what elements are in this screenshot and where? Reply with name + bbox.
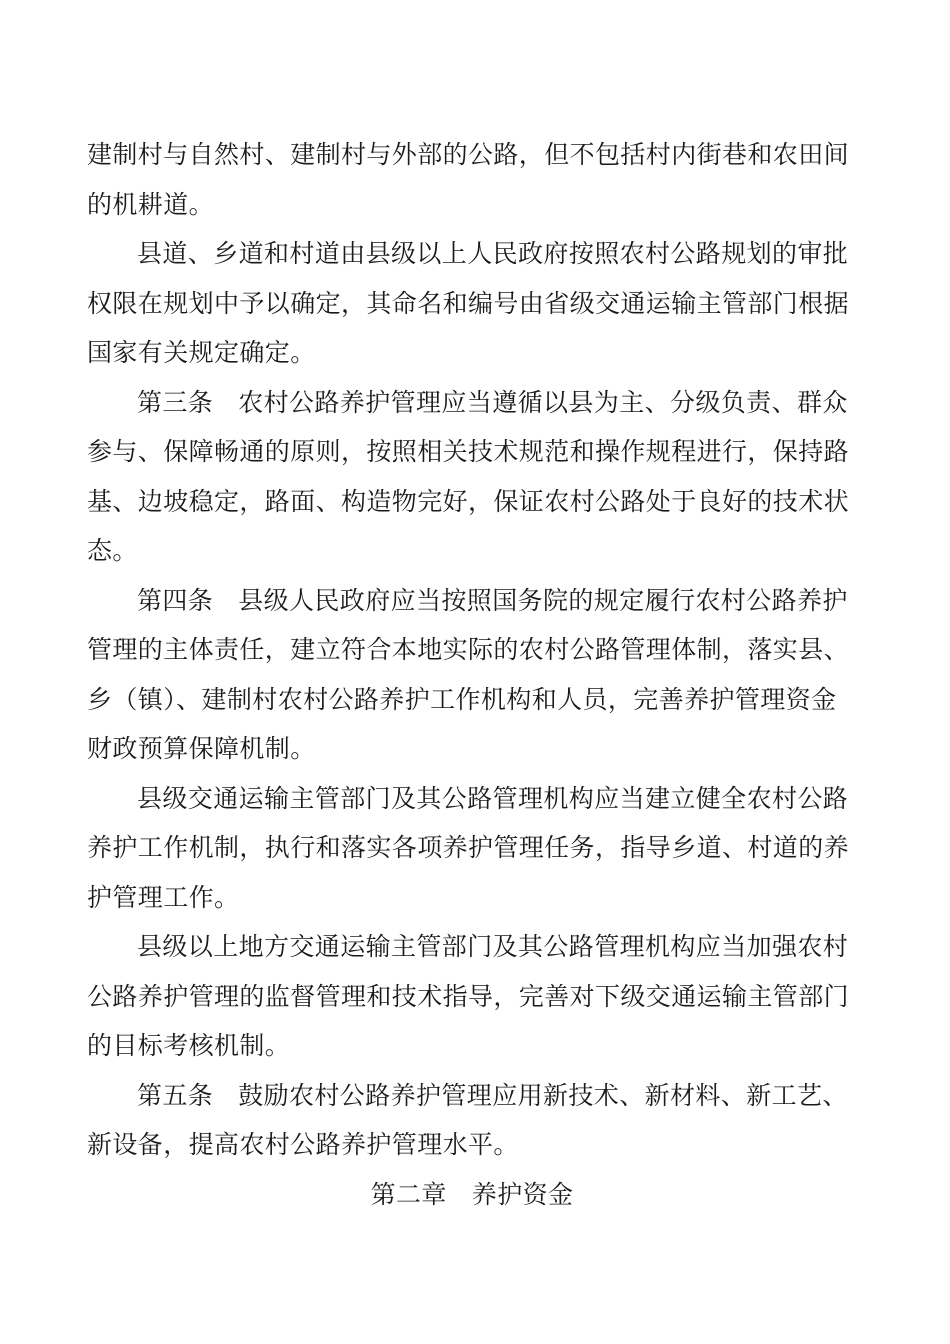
text-line: 财政预算保障机制。 (87, 734, 316, 763)
text-line: 的目标考核机制。 (87, 1031, 291, 1060)
article-text: 鼓励农村公路养护管理应用新技术、新材料、新工艺、 (238, 1080, 848, 1110)
text-line: 的机耕道。 (87, 189, 215, 219)
text-line (87, 1071, 857, 1121)
text-line (87, 576, 857, 626)
text-line: 国家有关规定确定。 (87, 338, 316, 367)
article-text: 农村公路养护管理应当遵循以县为主、分级负责、群众 (238, 387, 848, 417)
text-line: 县级以上地方交通运输主管部门及其公路管理机构应当加强农村 (137, 932, 849, 961)
text-line: 新设备，提高农村公路养护管理水平。 (87, 1130, 519, 1159)
text-line: 养护工作机制，执行和落实各项养护管理任务，指导乡道、村道的养 (87, 833, 850, 862)
document-body (87, 130, 857, 1219)
chapter-title: 养护资金 (471, 1179, 574, 1209)
article-4 (87, 576, 857, 774)
article-number: 第五条 (137, 1080, 214, 1110)
article-number: 第四条 (137, 585, 214, 615)
article-number: 第三条 (137, 387, 214, 417)
chapter-number: 第二章 (370, 1179, 447, 1209)
text-line: 权限在规划中予以确定，其命名和编号由省级交通运输主管部门根据 (87, 288, 850, 318)
paragraph-county-transport (87, 774, 857, 923)
text-line: 态。 (87, 536, 138, 565)
text-line: 参与、保障畅通的原则，按照相关技术规范和操作规程进行，保持路 (87, 437, 850, 466)
text-line (87, 378, 857, 428)
article-text: 县级人民政府应当按照国务院的规定履行农村公路养护 (238, 585, 848, 615)
text-line: 乡（镇）、建制村农村公路养护工作机构和人员，完善养护管理资金 (87, 684, 837, 714)
text-line: 县级交通运输主管部门及其公路管理机构应当建立健全农村公路 (137, 783, 849, 813)
text-line: 公路养护管理的监督管理和技术指导，完善对下级交通运输主管部门 (87, 981, 850, 1011)
paragraph-supervision (87, 922, 857, 1071)
paragraph-continuation (87, 130, 857, 229)
text-line: 基、边坡稳定，路面、构造物完好，保证农村公路处于良好的技术状 (87, 486, 850, 516)
text-line: 管理的主体责任，建立符合本地实际的农村公路管理体制，落实县、 (87, 635, 850, 664)
paragraph-road-naming (87, 229, 857, 378)
chapter-heading (87, 1170, 857, 1220)
article-3 (87, 378, 857, 576)
text-line: 建制村与自然村、建制村与外部的公路，但不包括村内街巷和农田间 (87, 140, 850, 169)
text-line: 护管理工作。 (87, 882, 240, 912)
article-5 (87, 1071, 857, 1170)
text-line: 县道、乡道和村道由县级以上人民政府按照农村公路规划的审批 (137, 239, 849, 268)
